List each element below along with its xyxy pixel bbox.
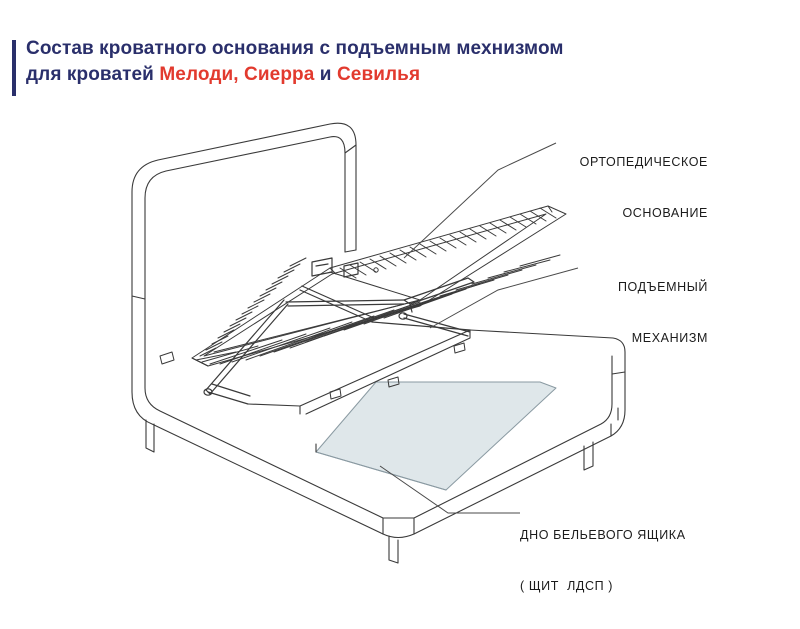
title-prefix: для кроватей — [26, 64, 160, 85]
callout-lift-mechanism — [618, 245, 708, 381]
callout-lift-line2: МЕХАНИЗМ — [631, 331, 708, 345]
title-separator-1: , — [233, 64, 245, 85]
hardware-details — [160, 268, 465, 399]
model-melodi: Мелоди — [159, 64, 234, 85]
callout-lift-line1: ПОДЪЕМНЫЙ — [617, 280, 708, 294]
drawer-bottom-panel — [316, 382, 556, 490]
leader-lift — [430, 268, 578, 328]
model-sierra: Сиерра — [244, 64, 315, 85]
callout-orthopedic-base — [580, 120, 708, 256]
callout-drawer-line1: ДНО БЕЛЬЕВОГО ЯЩИКА — [520, 528, 686, 542]
callout-drawer-bottom — [520, 493, 686, 629]
callout-orthopedic-line1: ОРТОПЕДИЧЕСКОЕ — [579, 155, 708, 169]
title-text-1: Состав кроватного основания с подъемным мехнизмом — [26, 38, 564, 59]
model-sevilya: Севилья — [336, 64, 421, 85]
callout-orthopedic-line2: ОСНОВАНИЕ — [622, 206, 708, 220]
title-separator-2: и — [314, 64, 337, 85]
callout-drawer-line2: ( ЩИТ ЛДСП ) — [520, 579, 614, 593]
